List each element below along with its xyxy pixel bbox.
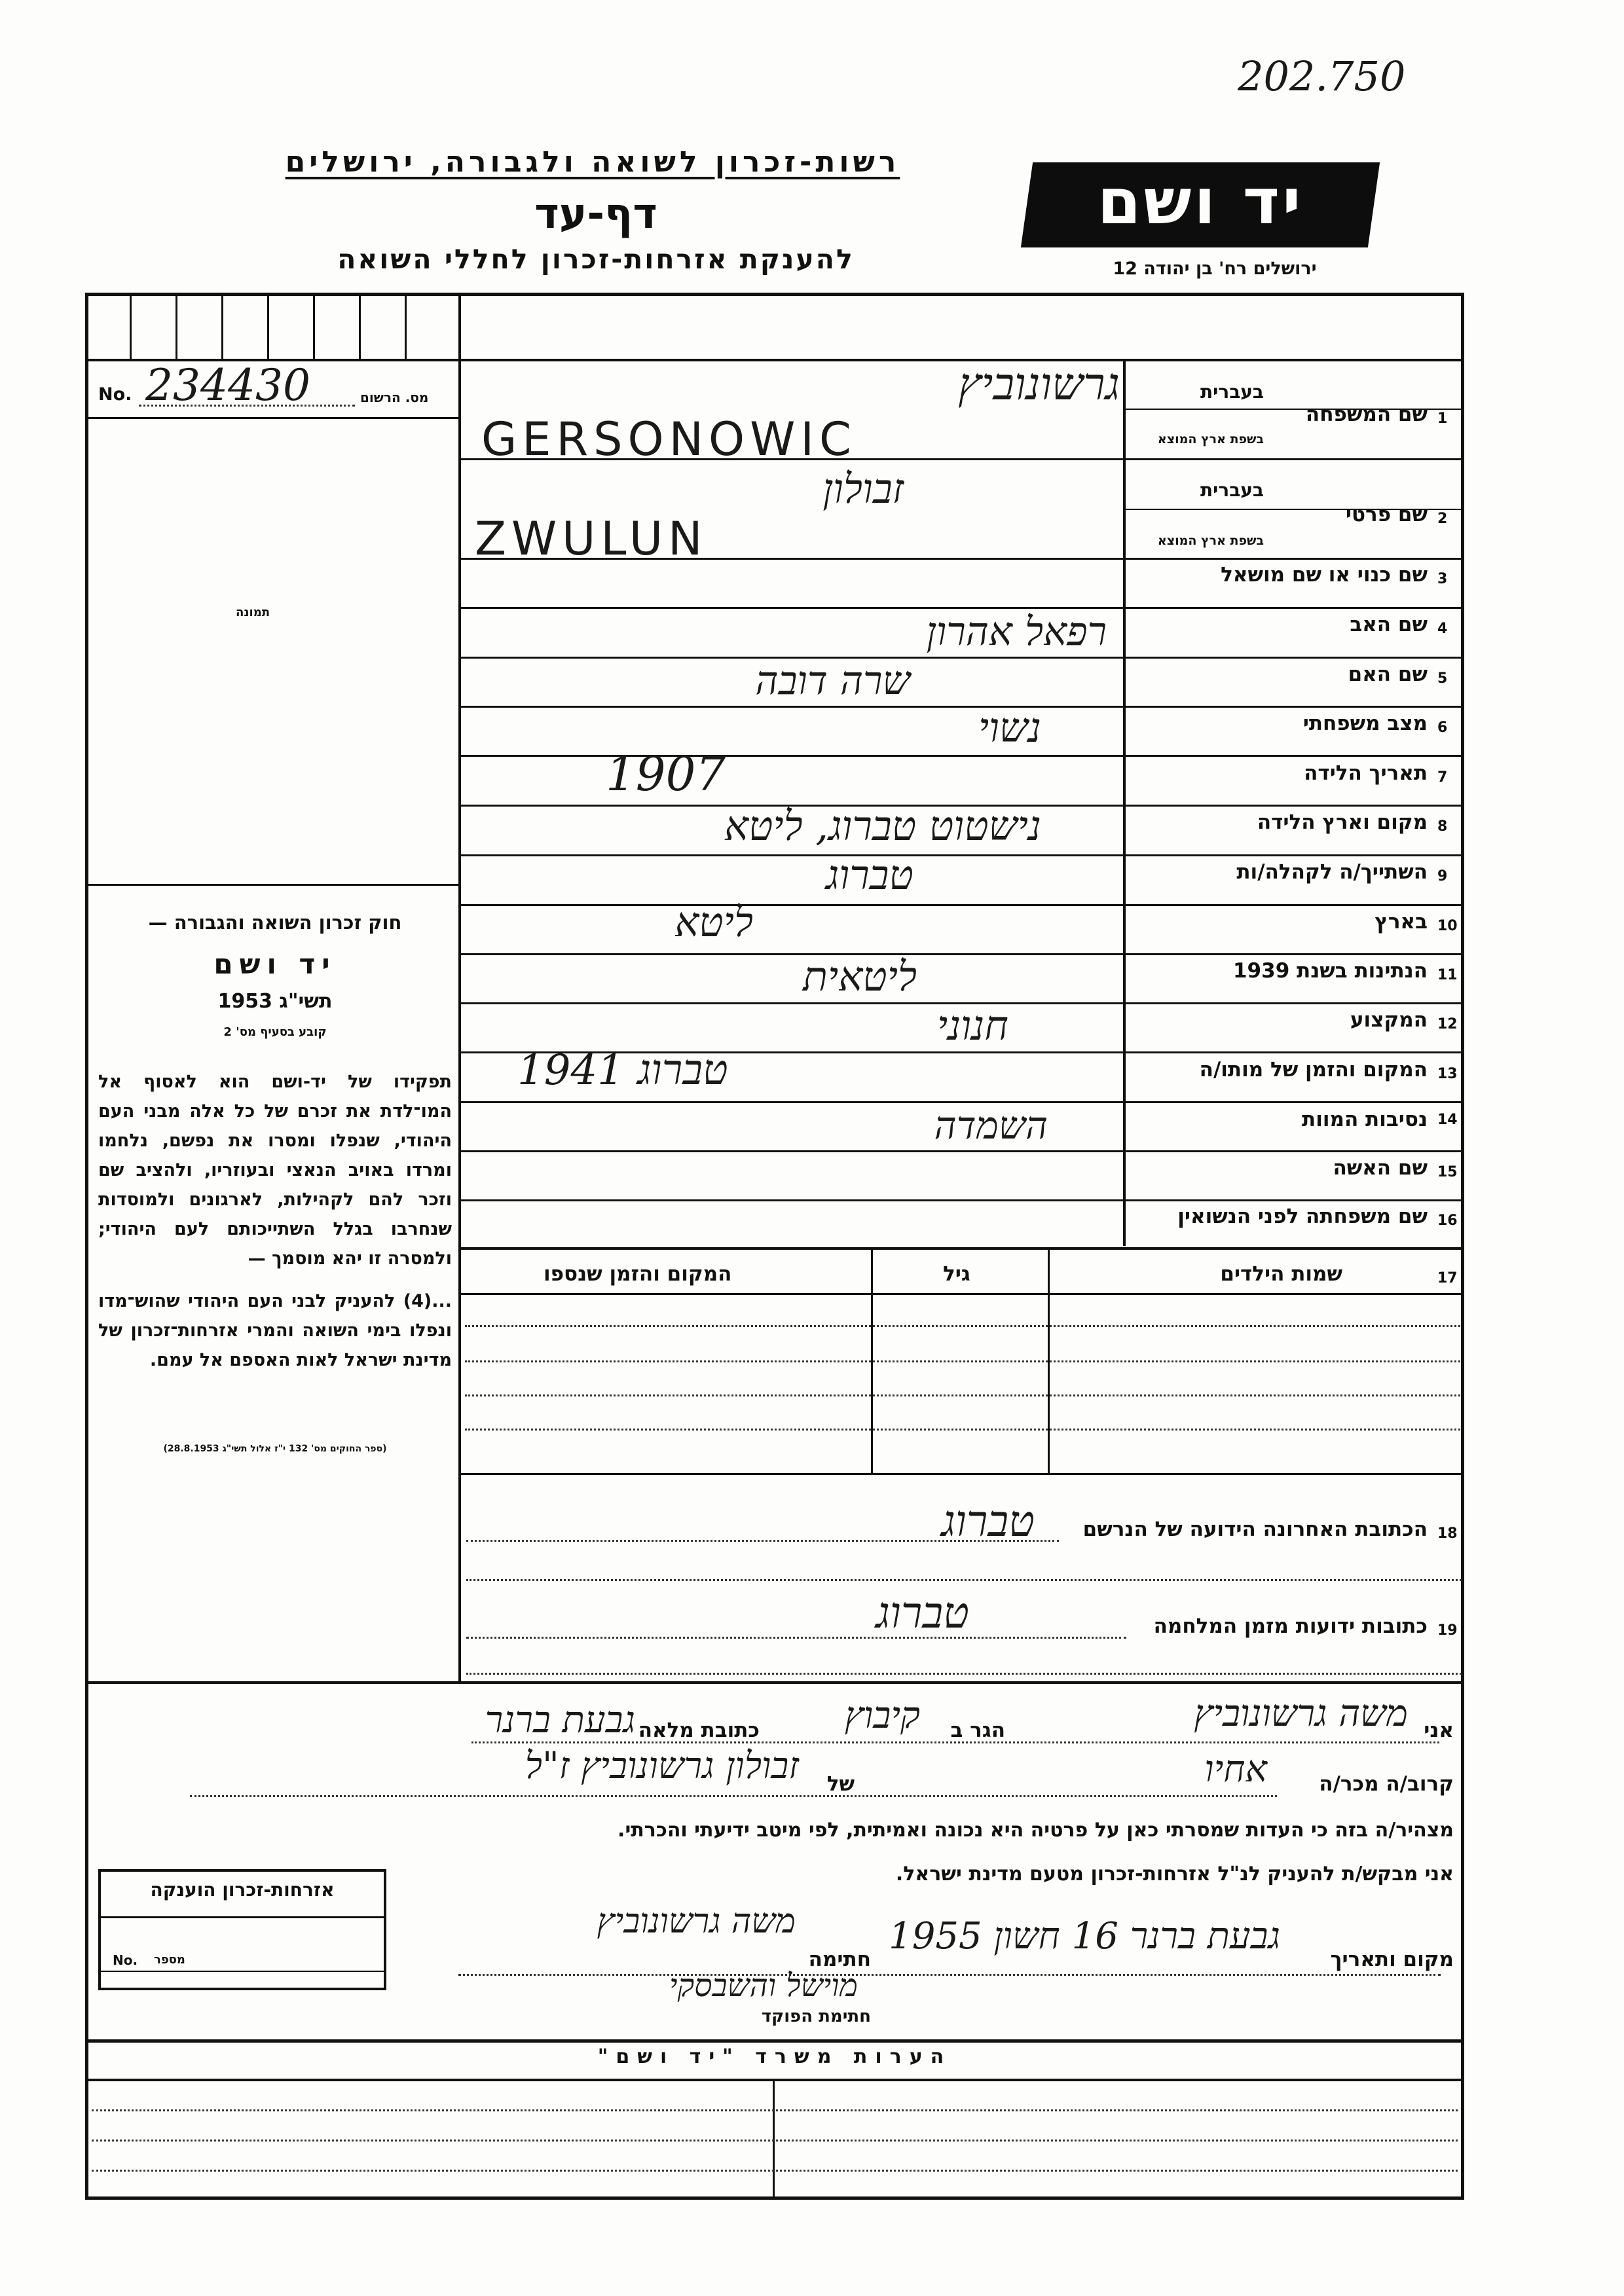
field-5-mother-name[interactable]: שרה דובה	[755, 658, 910, 704]
photo-label: תמונה	[236, 606, 270, 619]
decl-witness-name[interactable]: משה גרשונוביץ	[1194, 1692, 1408, 1735]
field-3-label: שם כנוי או שם מושאל	[1221, 563, 1428, 587]
field-10-number: 10	[1437, 918, 1458, 934]
decl-signature[interactable]: משה גרשונוביץ	[597, 1902, 796, 1941]
decl-statement: מצהיר/ה בזה כי העדות שמסרתי כאן על פרטיה היא נכונה ואמיתית, לפי מיטב ידיעתי והכרתי.	[618, 1819, 1454, 1842]
field-4-number: 4	[1437, 621, 1448, 637]
decl-ani: אני	[1424, 1719, 1454, 1742]
law-name: יד ושם	[213, 948, 337, 980]
field-8-number: 8	[1437, 818, 1448, 835]
decl-place-date-label: מקום ותאריך	[1330, 1948, 1454, 1971]
citizenship-box-title: אזרחות-זכרון הוענקה	[150, 1879, 335, 1901]
yad-vashem-logo-text: יד ושם	[1097, 165, 1304, 238]
law-year: תשי"ג 1953	[217, 990, 333, 1013]
decl-request: אני מבקש/ת להעניק לנ"ל אזרחות-זכרון מטעם מדינת ישראל.	[895, 1863, 1454, 1886]
org-name: רשות-זכרון לשואה ולגבורה, ירושלים	[285, 145, 900, 179]
field-2-orig-label: בשפת ארץ המוצא	[1157, 534, 1264, 548]
law-title: חוק זכרון השואה והגבורה —	[148, 911, 402, 934]
field-10-country[interactable]: ליטא	[674, 898, 753, 946]
field-6-label: מצב משפחתי	[1302, 712, 1428, 735]
official-signature-label: חתימת הפוקד	[761, 2007, 871, 2026]
law-clause: קובע בסעיף מס' 2	[223, 1025, 327, 1039]
field-1-heb-label: בעברית	[1200, 381, 1264, 403]
field-15-label: שם האשה	[1333, 1156, 1428, 1180]
field-14-death-circumstances[interactable]: השמדה	[934, 1103, 1048, 1148]
field-7-label: תאריך הלידה	[1304, 761, 1428, 785]
decl-address[interactable]: גבעת ברנר	[485, 1699, 635, 1741]
field-18-last-address[interactable]: טברוג	[941, 1496, 1035, 1546]
field-2-label: שם פרטי	[1345, 503, 1428, 526]
field-13-label: המקום והזמן של מותו/ה	[1199, 1058, 1428, 1082]
citizenship-box-number-label: מספר	[154, 1953, 185, 1967]
field-13-death-place-time[interactable]: טברוג 1941	[517, 1046, 728, 1095]
field-6-number: 6	[1437, 720, 1448, 736]
field-11-number: 11	[1437, 967, 1458, 983]
field-12-profession[interactable]: חנוני	[936, 1002, 1008, 1049]
children-col-age: גיל	[943, 1262, 970, 1286]
law-reference: (ספר החוקים מס' 132 י"ז אלול תשי"ג 28.8.1953)	[163, 1444, 387, 1454]
children-col-place: המקום והזמן שנספו	[544, 1262, 732, 1286]
field-6-marital-status[interactable]: נשוי	[978, 704, 1041, 752]
form-title: דף-עד	[534, 190, 657, 238]
field-8-birth-place[interactable]: נישטוט טברוג, ליטא	[724, 802, 1041, 850]
field-5-label: שם האם	[1348, 663, 1428, 686]
field-19-wartime-addresses[interactable]: טברוג	[876, 1588, 969, 1638]
field-8-label: מקום וארץ הלידה	[1257, 811, 1428, 834]
field-12-label: המקצוע	[1350, 1008, 1428, 1032]
field-13-number: 13	[1437, 1066, 1458, 1082]
decl-city[interactable]: קיבוץ	[844, 1694, 920, 1737]
field-16-number: 16	[1437, 1212, 1458, 1229]
law-text-2: ...(4) להעניק לבני העם היהודי שהוש־מדו ונפלו בימי השואה והמרי אזרחות־זכרון של מדינת ישראל לאות האספם אל עמם.	[98, 1291, 452, 1370]
field-5-number: 5	[1437, 670, 1448, 687]
field-2-firstname-hebrew[interactable]: זבולון	[822, 465, 904, 513]
field-19-number: 19	[1437, 1622, 1458, 1639]
decl-of-label: של	[826, 1772, 855, 1796]
field-7-birth-date[interactable]: 1907	[606, 746, 726, 801]
top-boxes	[88, 296, 458, 359]
field-18-number: 18	[1437, 1525, 1458, 1542]
field-18-label: הכתובת האחרונה הידועה של הנרשם	[1082, 1518, 1428, 1541]
field-1-label: שם המשפחה	[1305, 403, 1428, 426]
field-10-label: בארץ	[1375, 910, 1428, 934]
decl-relative-of[interactable]: זבולון גרשונוביץ ז"ל	[525, 1745, 799, 1787]
decl-place-date[interactable]: גבעת ברנר 16 חשון 1955	[889, 1915, 1280, 1958]
field-1-orig-label: בשפת ארץ המוצא	[1157, 432, 1264, 446]
decl-resident-label: הגר ב	[950, 1719, 1005, 1742]
field-16-label: שם משפחתה לפני הנשואין	[1177, 1205, 1428, 1228]
field-15-number: 15	[1437, 1164, 1458, 1180]
field-11-label: הנתינות בשנת 1939	[1232, 959, 1428, 983]
field-9-label: השתייך/ה לקהלה/ות	[1236, 860, 1428, 884]
registration-label: מס. הרשום	[360, 390, 429, 405]
field-19-label: כתובות ידועות מזמן המלחמה	[1153, 1614, 1428, 1638]
decl-address-label: כתובת מלאה	[638, 1719, 760, 1742]
field-11-citizenship-1939[interactable]: ליטאית	[803, 953, 917, 1000]
field-1-surname-original[interactable]: GERSONOWIC	[481, 412, 857, 466]
official-signature[interactable]: מוישל והשבסקי	[669, 1967, 858, 2004]
law-text-1: תפקידו של יד-ושם הוא לאסוף אל המו־לדת את זכרם של כל אלה מבני העם היהודי, שנפלו ומסרו את נפשם, נלחמו ומרדו באויב הנאצי ובעוזריו, ולהציב שם וזכר להם לקהילות, לארגונים ולמוסדות שנחרבו בגלל השתייכותם לעם היהודי; ולמסרה זו יהא מוסמך —	[98, 1072, 452, 1269]
field-17-number: 17	[1437, 1270, 1458, 1286]
form-subtitle: להענקת אזרחות-זכרון לחללי השואה	[337, 244, 855, 275]
field-1-number: 1	[1437, 410, 1448, 427]
field-9-community[interactable]: טברוג	[825, 851, 913, 899]
field-14-label: נסיבות המוות	[1302, 1108, 1428, 1131]
field-4-label: שם האב	[1350, 613, 1428, 636]
field-2-heb-label: בעברית	[1200, 479, 1264, 501]
field-1-surname-hebrew[interactable]: גרשונוביץ	[958, 359, 1120, 410]
field-12-number: 12	[1437, 1016, 1458, 1032]
field-7-number: 7	[1437, 769, 1448, 786]
children-col-names: שמות הילדים	[1220, 1262, 1342, 1286]
field-4-father-name[interactable]: רפאל אהרון	[926, 609, 1107, 655]
decl-signature-label: חתימה	[808, 1948, 871, 1971]
decl-relative-label: קרוב/ה מכר/ה	[1319, 1772, 1454, 1796]
registration-prefix: No.	[98, 384, 132, 405]
office-notes-title: הערות משרד "יד ושם"	[597, 2045, 952, 2068]
field-2-firstname-original[interactable]: ZWULUN	[475, 512, 708, 566]
decl-relation[interactable]: אחיו	[1204, 1748, 1267, 1791]
header-address: ירושלים רח' בן יהודה 12	[1113, 259, 1317, 279]
field-3-number: 3	[1437, 571, 1448, 587]
field-14-number: 14	[1437, 1112, 1458, 1128]
archive-number: 202.750	[1238, 52, 1406, 100]
field-2-number: 2	[1437, 511, 1448, 527]
field-9-number: 9	[1437, 868, 1448, 884]
registration-number: 234430	[145, 360, 310, 410]
citizenship-box-no: No.	[113, 1952, 138, 1968]
